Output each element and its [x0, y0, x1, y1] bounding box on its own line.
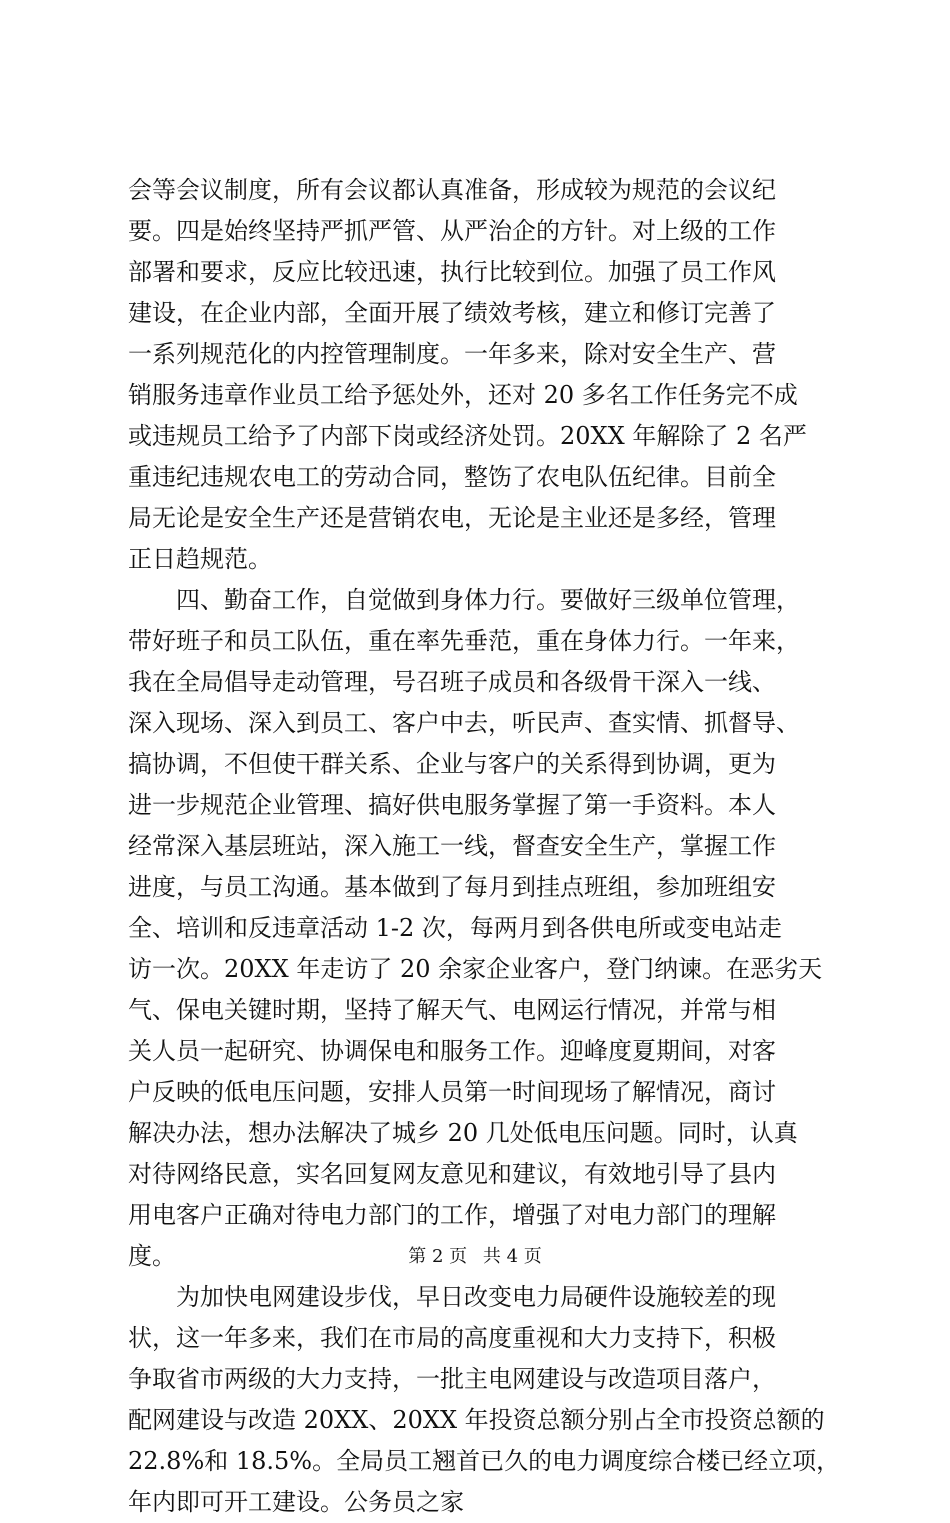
text-line: 四、勤奋工作，自觉做到身体力行。要做好三级单位管理， — [128, 586, 800, 614]
text-line: 配网建设与改造 20XX、20XX 年投资总额分别占全市投资总额的 — [128, 1406, 825, 1434]
text-line: 对待网络民意，实名回复网友意见和建议，有效地引导了县内 — [128, 1160, 776, 1188]
text-line: 22.8%和 18.5%。全局员工翘首已久的电力调度综合楼已经立项， — [128, 1447, 841, 1475]
text-line: 争取省市两级的大力支持，一批主电网建设与改造项目落户， — [128, 1365, 776, 1393]
text-line: 会等会议制度，所有会议都认真准备，形成较为规范的会议纪 — [128, 176, 776, 204]
text-line: 为加快电网建设步伐，早日改变电力局硬件设施较差的现 — [128, 1283, 776, 1311]
text-line: 要。四是始终坚持严抓严管、从严治企的方针。对上级的工作 — [128, 217, 776, 245]
text-line: 局无论是安全生产还是营销农电，无论是主业还是多经，管理 — [128, 504, 776, 532]
body-text — [128, 170, 841, 1523]
text-line: 搞协调，不但使干群关系、企业与客户的关系得到协调，更为 — [128, 750, 776, 778]
text-line: 度。 — [128, 1242, 176, 1270]
text-line: 建设，在企业内部，全面开展了绩效考核，建立和修订完善了 — [128, 299, 776, 327]
text-line: 解决办法，想办法解决了城乡 20 几处低电压问题。同时，认真 — [128, 1119, 798, 1147]
text-line: 年内即可开工建设。公务员之家 — [128, 1488, 464, 1516]
text-line: 我在全局倡导走动管理，号召班子成员和各级骨干深入一线、 — [128, 668, 776, 696]
text-line: 访一次。20XX 年走访了 20 余家企业客户，登门纳谏。在恶劣天 — [128, 955, 823, 983]
text-line: 全、培训和反违章活动 1-2 次，每两月到各供电所或变电站走 — [128, 914, 782, 942]
text-line: 气、保电关键时期，坚持了解天气、电网运行情况，并常与相 — [128, 996, 776, 1024]
text-line: 部署和要求，反应比较迅速，执行比较到位。加强了员工作风 — [128, 258, 776, 286]
text-line: 或违规员工给予了内部下岗或经济处罚。20XX 年解除了 2 名严 — [128, 422, 807, 450]
text-line: 深入现场、深入到员工、客户中去，听民声、查实情、抓督导、 — [128, 709, 800, 737]
text-line: 带好班子和员工队伍，重在率先垂范，重在身体力行。一年来， — [128, 627, 800, 655]
text-line: 重违纪违规农电工的劳动合同，整饬了农电队伍纪律。目前全 — [128, 463, 776, 491]
page-total: 共 4 页 — [482, 1246, 542, 1267]
text-line: 关人员一起研究、协调保电和服务工作。迎峰度夏期间，对客 — [128, 1037, 776, 1065]
text-line: 一系列规范化的内控管理制度。一年多来，除对安全生产、营 — [128, 340, 776, 368]
text-line: 经常深入基层班站，深入施工一线，督查安全生产，掌握工作 — [128, 832, 776, 860]
page-number: 第 2 页 — [408, 1246, 468, 1267]
text-line: 进度，与员工沟通。基本做到了每月到挂点班组，参加班组安 — [128, 873, 776, 901]
text-line: 状，这一年多来，我们在市局的高度重视和大力支持下，积极 — [128, 1324, 776, 1352]
text-line: 进一步规范企业管理、搞好供电服务掌握了第一手资料。本人 — [128, 791, 776, 819]
page-footer — [0, 1244, 950, 1270]
text-line: 户反映的低电压问题，安排人员第一时间现场了解情况，商讨 — [128, 1078, 776, 1106]
text-line: 销服务违章作业员工给予惩处外，还对 20 多名工作任务完不成 — [128, 381, 798, 409]
text-line: 用电客户正确对待电力部门的工作，增强了对电力部门的理解 — [128, 1201, 776, 1229]
text-line: 正日趋规范。 — [128, 545, 272, 573]
